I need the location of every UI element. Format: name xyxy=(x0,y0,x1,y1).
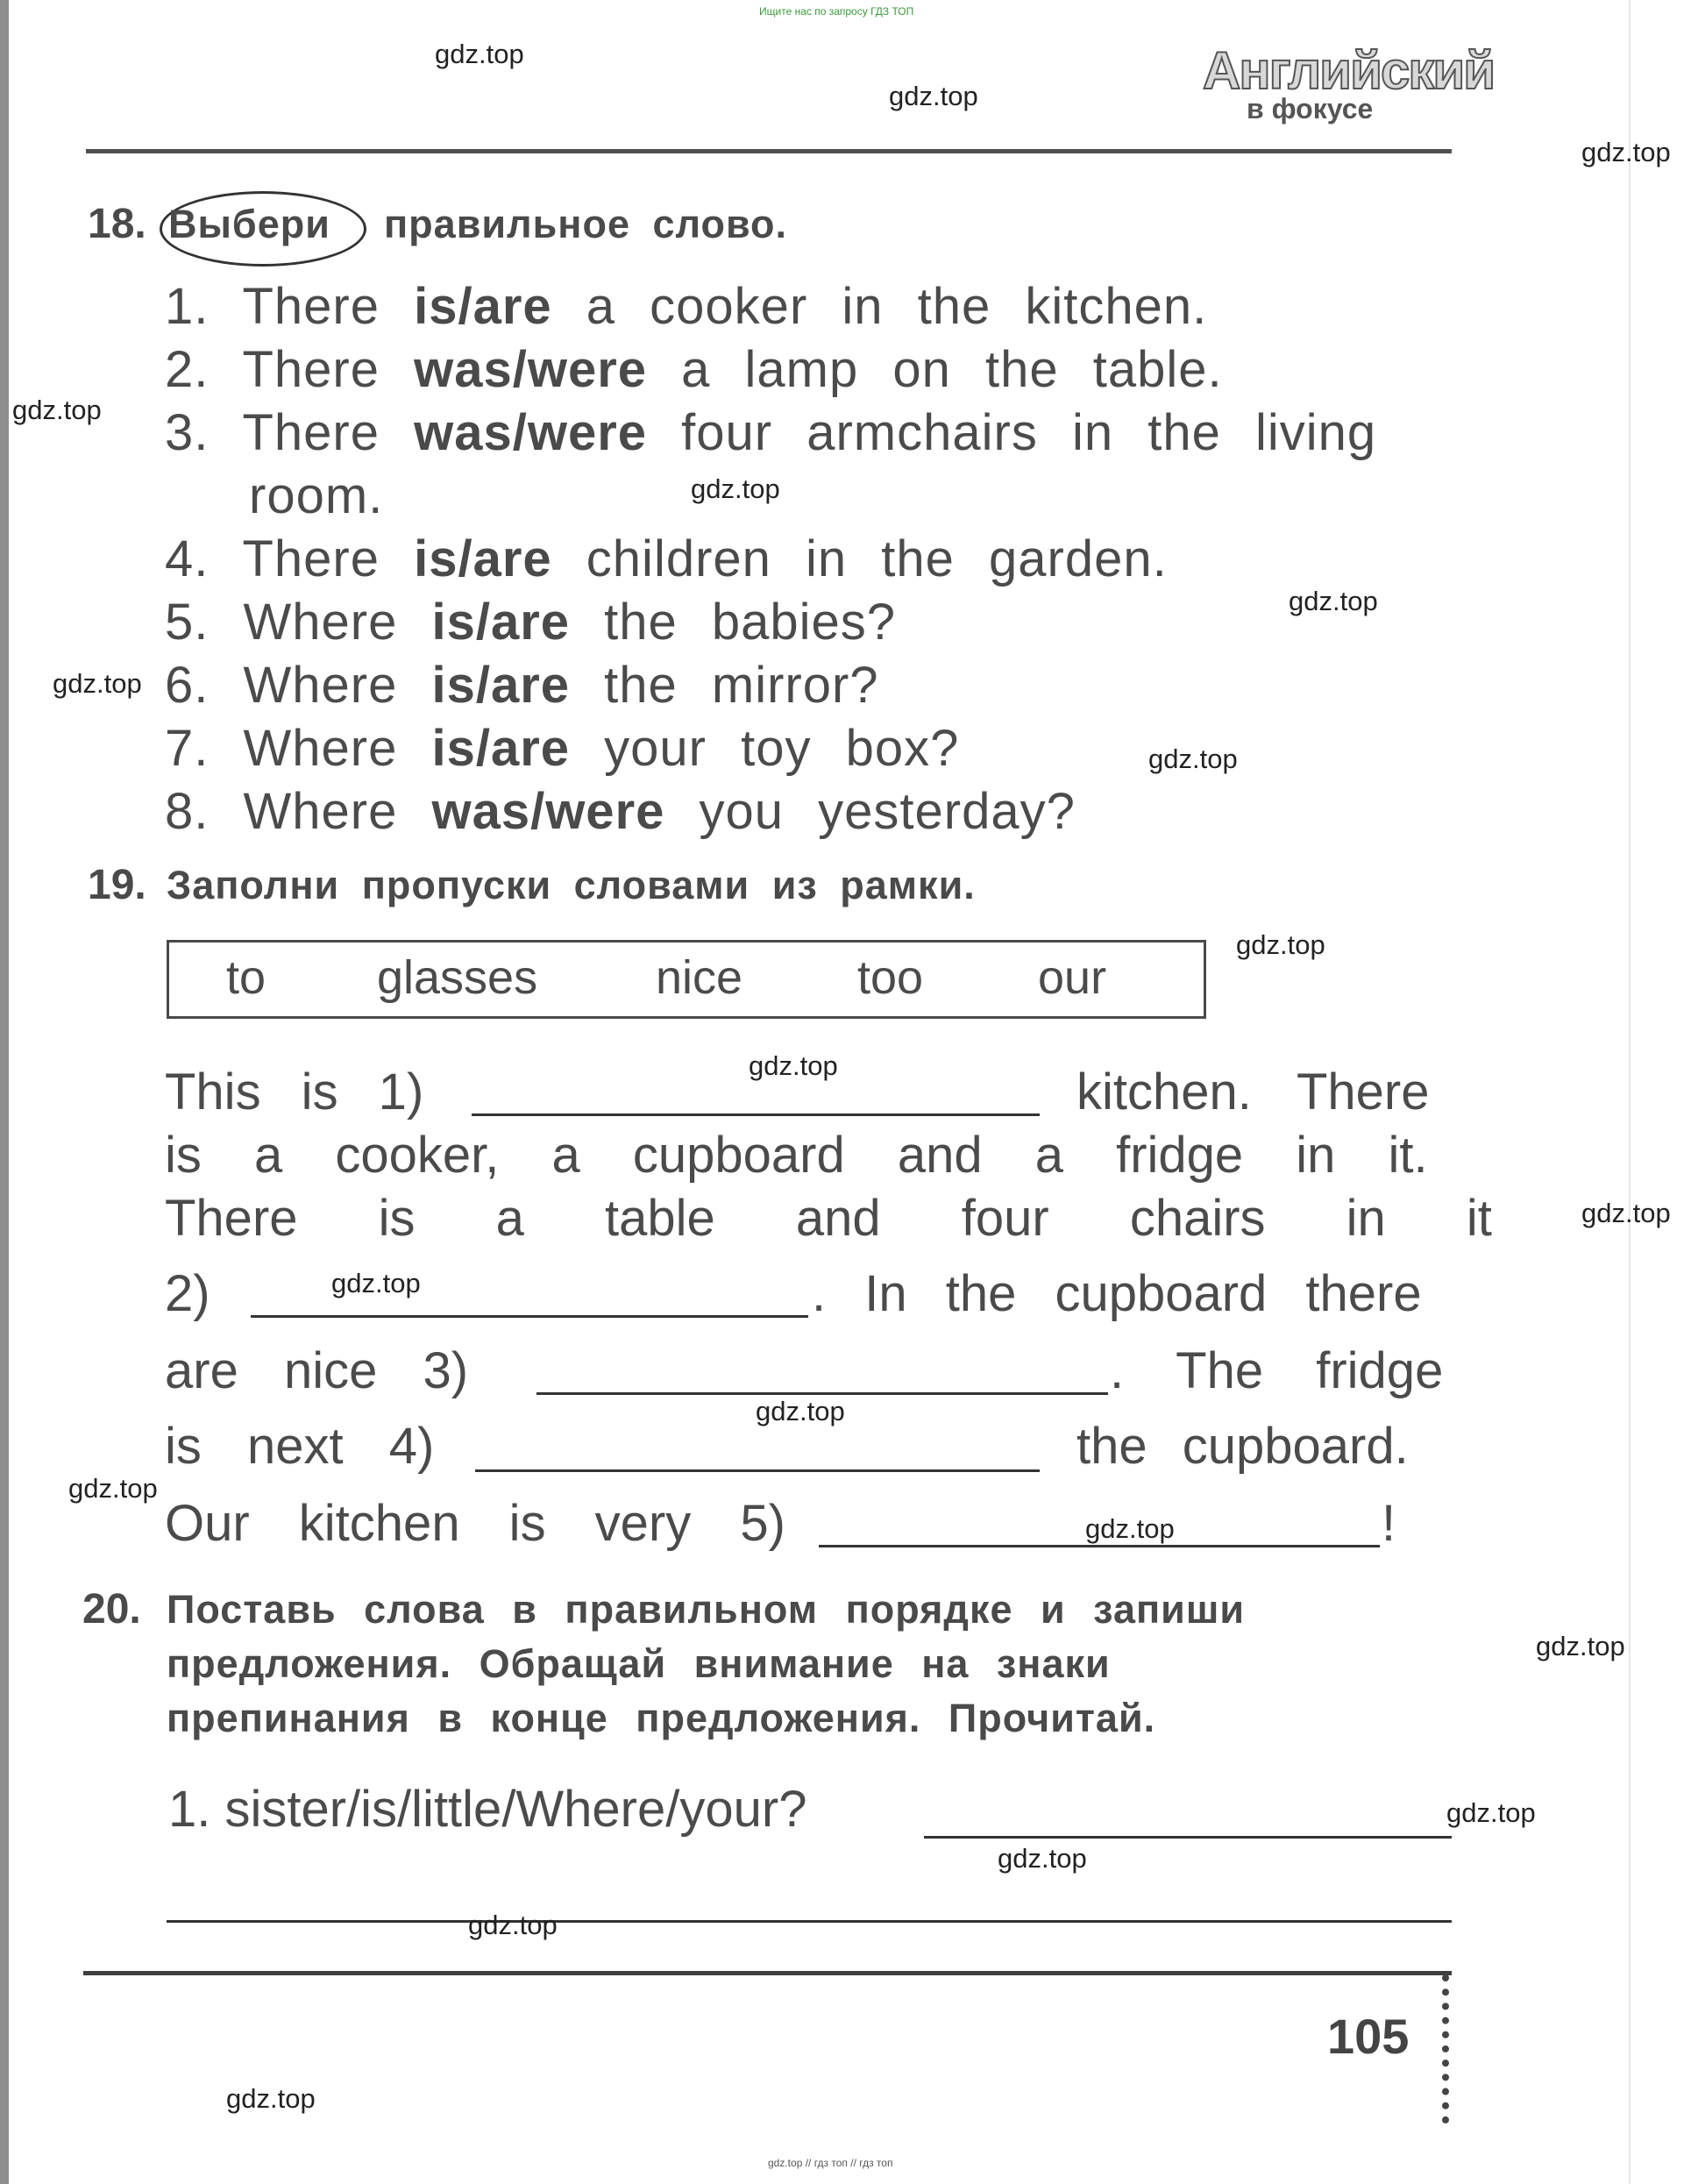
box-word: our xyxy=(1038,951,1107,1004)
exercise-20-number: 20. xyxy=(82,1586,141,1633)
blank-4[interactable] xyxy=(475,1469,1040,1472)
page-left-edge xyxy=(0,0,9,2184)
blank-2[interactable] xyxy=(251,1315,808,1318)
box-word: glasses xyxy=(377,951,538,1004)
choice: is/are xyxy=(414,278,552,335)
para-line-6a: is next 4) xyxy=(165,1418,435,1475)
watermark: gdz.top xyxy=(331,1268,421,1298)
ex18-item-continuation: room. xyxy=(249,467,384,524)
watermark: gdz.top xyxy=(12,395,102,425)
answer-line-2[interactable] xyxy=(167,1920,1452,1923)
ex18-item: 5. Where is/are the babies? xyxy=(165,594,897,651)
watermark: gdz.top xyxy=(998,1843,1087,1874)
para-line-3: There is a table and four chairs in it xyxy=(165,1190,1492,1247)
exercise-20-instruction-3: препинания в конце предложения. Прочитай. xyxy=(167,1696,1156,1740)
exercise-19-number: 19. xyxy=(88,862,146,908)
exercise-18-instruction: правильное слово. xyxy=(384,202,788,246)
watermark: gdz.top xyxy=(1289,586,1378,616)
page-number: 105 xyxy=(1327,2009,1410,2064)
choice: is/are xyxy=(431,594,571,651)
watermark: gdz.top xyxy=(691,473,780,504)
choice: was/were xyxy=(431,783,665,840)
watermark: gdz.top xyxy=(749,1050,838,1081)
page-right-edge xyxy=(1629,0,1631,2184)
para-line-5a: are nice 3) xyxy=(165,1342,469,1399)
box-word: nice xyxy=(656,951,743,1004)
watermark: gdz.top xyxy=(226,2083,316,2114)
watermark: gdz.top xyxy=(756,1396,845,1426)
para-line-1b: kitchen. There xyxy=(1076,1064,1430,1120)
ex18-item: 6. Where is/are the mirror? xyxy=(165,657,879,714)
blank-3[interactable] xyxy=(536,1392,1108,1395)
logo-title: Английский xyxy=(1203,41,1495,100)
watermark: gdz.top xyxy=(1148,743,1238,774)
top-note: Ищите нас по запросу ГДЗ ТОП xyxy=(759,5,914,18)
answer-line-1[interactable] xyxy=(924,1836,1452,1839)
watermark: gdz.top xyxy=(1085,1513,1175,1544)
ex18-item: 7. Where is/are your toy box? xyxy=(165,720,960,777)
exercise-20-instruction-2: предложения. Обращай внимание на знаки xyxy=(167,1641,1111,1686)
ex18-item: 1. There is/are a cooker in the kitchen. xyxy=(165,278,1208,335)
exercise-19-instruction: Заполни пропуски словами из рамки. xyxy=(167,863,976,907)
watermark: gdz.top xyxy=(889,81,978,111)
box-word: to xyxy=(226,951,266,1004)
watermark: gdz.top xyxy=(68,1473,158,1504)
watermark: gdz.top xyxy=(1236,929,1325,960)
para-line-2: is a cooker, a cupboard and a fridge in it. xyxy=(165,1127,1428,1184)
choice: is/are xyxy=(414,530,552,587)
para-line-6b: the cupboard. xyxy=(1076,1418,1409,1475)
choice: was/were xyxy=(414,341,648,398)
logo-subtitle: в фокусе xyxy=(1247,93,1374,124)
para-line-4b: . In the cupboard there xyxy=(812,1265,1422,1322)
blank-5[interactable] xyxy=(819,1545,1380,1547)
para-line-4a: 2) xyxy=(165,1265,210,1322)
watermark: gdz.top xyxy=(53,668,142,699)
choice: was/were xyxy=(414,404,648,461)
ex18-item: 8. Where was/were you yesterday? xyxy=(165,783,1076,840)
watermark: gdz.top xyxy=(1581,1198,1671,1228)
watermark: gdz.top xyxy=(468,1910,558,1940)
blank-1[interactable] xyxy=(472,1113,1040,1116)
bottom-rule xyxy=(83,1971,1452,1975)
para-line-7a: Our kitchen is very 5) xyxy=(165,1495,785,1552)
ex18-item: 3. There was/were four armchairs in the living xyxy=(165,404,1377,461)
exercise-18-number: 18. xyxy=(88,201,146,247)
watermark: gdz.top xyxy=(1446,1797,1536,1828)
ex18-item: 4. There is/are children in the garden. xyxy=(165,530,1168,587)
para-line-1a: This is 1) xyxy=(165,1064,424,1120)
footer-note: gdz.top // гдз топ // гдз топ xyxy=(768,2157,893,2169)
exercise-20-instruction-1: Поставь слова в правильном порядке и запиши xyxy=(167,1587,1245,1632)
book-logo xyxy=(1203,41,1495,130)
watermark: gdz.top xyxy=(435,39,524,69)
para-line-7b: ! xyxy=(1382,1495,1396,1552)
top-rule xyxy=(86,149,1452,153)
box-word: too xyxy=(857,951,924,1004)
ex18-item: 2. There was/were a lamp on the table. xyxy=(165,341,1223,398)
watermark: gdz.top xyxy=(1536,1631,1625,1661)
para-line-5b: . The fridge xyxy=(1110,1342,1444,1399)
ex20-item-1: 1. sister/is/little/Where/your? xyxy=(168,1781,807,1838)
choice: is/are xyxy=(431,720,571,777)
dotted-margin xyxy=(1442,1974,1449,2124)
exercise-18-instruction-word: Выбери xyxy=(168,202,330,246)
choice: is/are xyxy=(431,657,571,714)
watermark: gdz.top xyxy=(1581,137,1671,167)
